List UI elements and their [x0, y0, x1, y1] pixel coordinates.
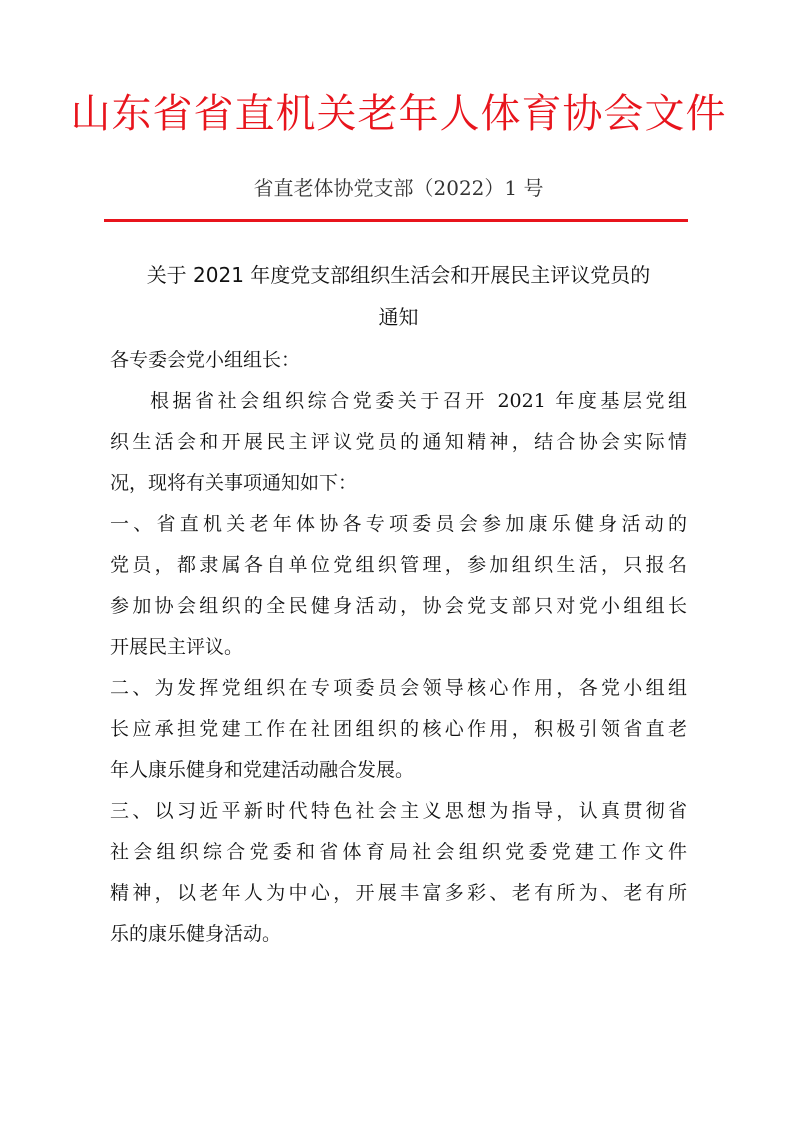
body-line: 三、以习近平新时代特色社会主义思想为指导，认真贯彻省 [110, 800, 687, 822]
notice-body [110, 340, 687, 955]
red-divider-line [104, 219, 688, 222]
body-line: 开展民主评议。 [110, 636, 244, 658]
notice-title-line-1: 关于 2021 年度党支部组织生活会和开展民主评议党员的 [146, 263, 651, 287]
body-line: 织生活会和开展民主评议党员的通知精神，结合协会实际情 [110, 431, 687, 453]
body-line: 乐的康乐健身活动。 [110, 923, 282, 945]
body-line: 况，现将有关事项通知如下： [110, 472, 358, 494]
notice-title-line-2: 通知 [378, 305, 419, 329]
body-line: 二、为发挥党组织在专项委员会领导核心作用，各党小组组 [110, 677, 687, 699]
org-header-title: 山东省省直机关老年人体育协会文件 [70, 91, 727, 137]
body-line: 长应承担党建工作在社团组织的核心作用，积极引领省直老 [110, 718, 687, 740]
body-line: 参加协会组织的全民健身活动，协会党支部只对党小组组长 [110, 595, 687, 617]
document-number: 省直老体协党支部（2022）1 号 [253, 176, 544, 200]
salutation-line: 各专委会党小组组长： [110, 349, 301, 371]
body-line: 年人康乐健身和党建活动融合发展。 [110, 759, 415, 781]
body-line: 社会组织综合党委和省体育局社会组织党委党建工作文件 [110, 841, 687, 863]
notice-title [110, 254, 687, 338]
body-line: 一、省直机关老年体协各专项委员会参加康乐健身活动的 [110, 513, 687, 535]
body-line: 党员，都隶属各自单位党组织管理，参加组织生活，只报名 [110, 554, 687, 576]
body-line: 根据省社会组织综合党委关于召开 2021 年度基层党组 [150, 390, 687, 412]
body-line: 精神，以老年人为中心，开展丰富多彩、老有所为、老有所 [110, 882, 687, 904]
